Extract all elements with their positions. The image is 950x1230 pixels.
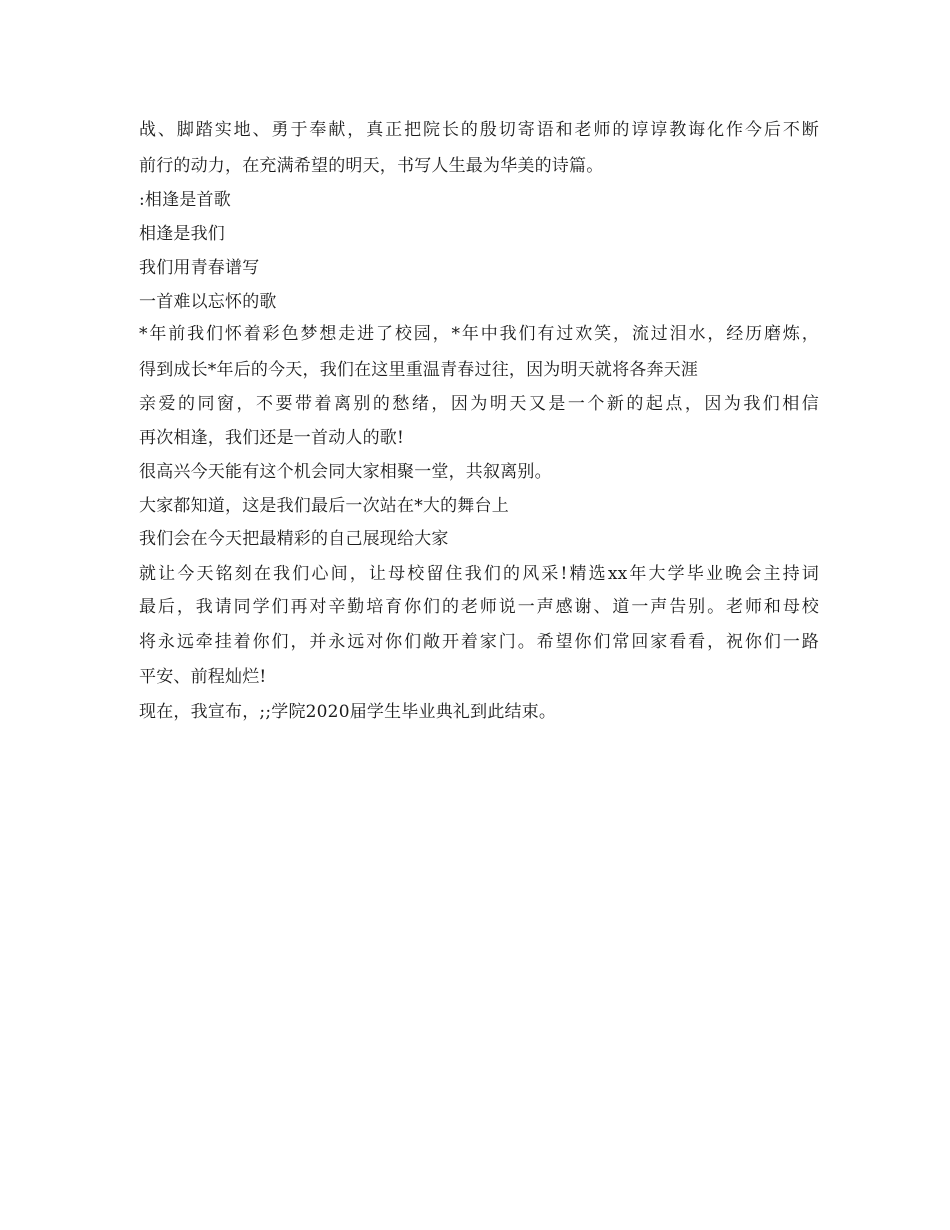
paragraph-line: 前行的动力，在充满希望的明天，书写人生最为华美的诗篇。 bbox=[139, 156, 604, 176]
paragraph-line: 就让今天铭刻在我们心间，让母校留住我们的风采!精选xx年大学毕业晚会主持词 bbox=[139, 564, 819, 584]
paragraph-line: 得到成长*年后的今天，我们在这里重温青春过往，因为明天就将各奔天涯 bbox=[139, 360, 699, 380]
paragraph-line: 大家都知道，这是我们最后一次站在*大的舞台上 bbox=[139, 496, 509, 516]
paragraph-line: 我们用青春谱写 bbox=[139, 258, 260, 278]
paragraph-line: 将永远牵挂着你们，并永远对你们敞开着家门。希望你们常回家看看，祝你们一路 bbox=[139, 632, 819, 652]
paragraph-line: 亲爱的同窗，不要带着离别的愁绪，因为明天又是一个新的起点，因为我们相信 bbox=[139, 394, 819, 414]
paragraph-line: :相逢是首歌 bbox=[139, 190, 231, 210]
paragraph-line: 相逢是我们 bbox=[139, 224, 225, 244]
paragraph-line: 平安、前程灿烂! bbox=[139, 667, 267, 687]
paragraph-line: *年前我们怀着彩色梦想走进了校园，*年中我们有过欢笑，流过泪水，经历磨炼， bbox=[139, 324, 819, 344]
paragraph-line: 最后，我请同学们再对辛勤培育你们的老师说一声感谢、道一声告别。老师和母校 bbox=[139, 597, 819, 617]
paragraph-line: 我们会在今天把最精彩的自己展现给大家 bbox=[139, 529, 449, 549]
paragraph-line: 很高兴今天能有这个机会同大家相聚一堂，共叙离别。 bbox=[139, 462, 552, 482]
paragraph-line: 战、脚踏实地、勇于奉献，真正把院长的殷切寄语和老师的谆谆教诲化作今后不断 bbox=[139, 120, 819, 140]
paragraph-line: 再次相逢，我们还是一首动人的歌! bbox=[139, 428, 405, 448]
paragraph-line: 一首难以忘怀的歌 bbox=[139, 292, 277, 312]
paragraph-line: 现在，我宣布，;;学院2020届学生毕业典礼到此结束。 bbox=[139, 702, 557, 722]
